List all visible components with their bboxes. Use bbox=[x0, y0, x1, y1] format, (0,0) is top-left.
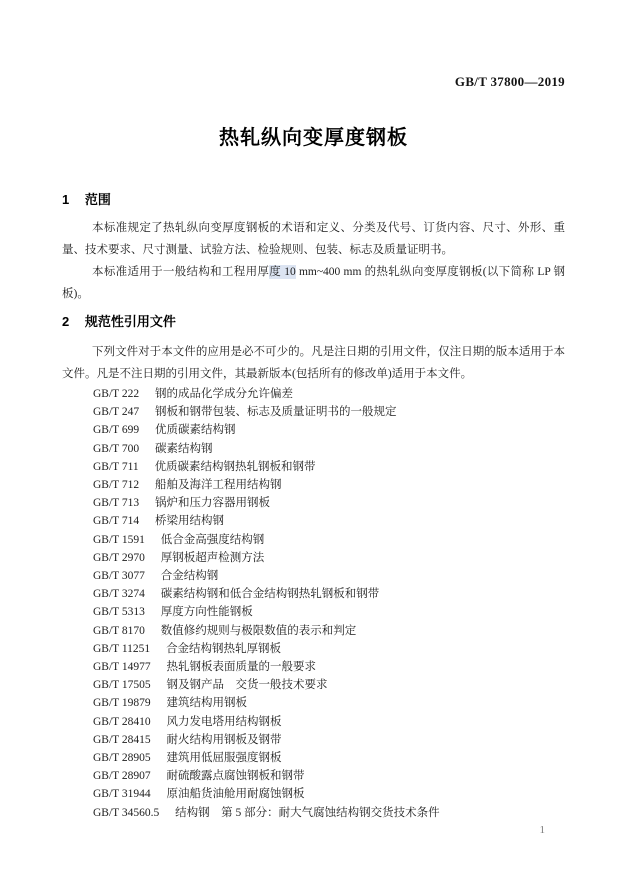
section-scope-heading bbox=[62, 193, 565, 207]
reference-list-item bbox=[93, 804, 565, 822]
reference-standard-code: GB/T 28907 bbox=[93, 770, 151, 783]
reference-list-item bbox=[93, 585, 565, 603]
reference-standard-title: 钢的成品化学成分允许偏差 bbox=[155, 388, 293, 400]
standard-code: GB/T 37800—2019 bbox=[454, 74, 565, 89]
reference-standard-code: GB/T 711 bbox=[93, 460, 139, 473]
reference-standard-title: 建筑用低屈服强度钢板 bbox=[166, 752, 282, 765]
references-intro-paragraph: 下列文件对于本文件的应用是必不可少的。凡是注日期的引用文件，仅注日期的版本适用于本文件。凡是不注日期的引用文件，其最新版本(包括所有的修改单)适用于本文件。 bbox=[62, 346, 565, 380]
reference-list-item bbox=[93, 531, 565, 549]
reference-standard-title: 优质碳素结构钢热轧钢板和钢带 bbox=[154, 460, 316, 473]
reference-standard-code: GB/T 11251 bbox=[93, 642, 151, 655]
reference-standard-code: GB/T 714 bbox=[93, 515, 140, 528]
reference-list-item bbox=[93, 731, 565, 749]
reference-list-item bbox=[93, 749, 565, 767]
reference-list-item bbox=[93, 713, 565, 731]
reference-standard-title: 数值修约规则与极限数值的表示和判定 bbox=[160, 624, 357, 637]
reference-standard-code: GB/T 19879 bbox=[93, 697, 151, 710]
text-highlight: 度 10 bbox=[269, 266, 296, 278]
reference-standard-code: GB/T 700 bbox=[93, 442, 140, 455]
reference-list-item bbox=[93, 385, 565, 403]
reference-standard-code: GB/T 5313 bbox=[93, 606, 145, 619]
reference-standard-title: 风力发电塔用结构钢板 bbox=[166, 715, 282, 728]
reference-list-item bbox=[93, 549, 565, 567]
reference-standard-title: 合金结构钢 bbox=[160, 570, 219, 583]
reference-standard-code: GB/T 222 bbox=[93, 388, 140, 400]
section-references-number: 2 bbox=[62, 314, 70, 329]
reference-list-item bbox=[93, 567, 565, 585]
scope-paragraph-2-after: mm~400 mm 的热轧纵向变厚度钢板(以下简称 LP 钢板)。 bbox=[62, 266, 566, 300]
section-scope-number: 1 bbox=[62, 192, 70, 207]
reference-standard-code: GB/T 8170 bbox=[93, 624, 145, 637]
reference-standard-code: GB/T 28415 bbox=[93, 733, 151, 746]
reference-standard-code: GB/T 3077 bbox=[93, 570, 145, 583]
document-title: 热轧纵向变厚度钢板 bbox=[219, 127, 408, 149]
reference-standard-title: 结构钢 第 5 部分：耐大气腐蚀结构钢交货技术条件 bbox=[175, 806, 440, 819]
reference-list-item bbox=[93, 440, 565, 458]
reference-standard-code: GB/T 14977 bbox=[93, 661, 151, 674]
reference-list-item bbox=[93, 785, 565, 803]
reference-list-item bbox=[93, 403, 565, 421]
reference-standard-code: GB/T 1591 bbox=[93, 533, 145, 546]
reference-standard-title: 合金结构钢热轧厚钢板 bbox=[166, 642, 282, 655]
scope-paragraph-2 bbox=[62, 261, 565, 305]
reference-list-item bbox=[93, 658, 565, 676]
reference-standard-code: GB/T 712 bbox=[93, 479, 140, 492]
page-footer bbox=[62, 824, 565, 837]
reference-list-item bbox=[93, 603, 565, 621]
reference-list-item bbox=[93, 476, 565, 494]
section-references-heading bbox=[62, 315, 565, 329]
reference-list-item bbox=[93, 767, 565, 785]
scope-paragraph-1: 本标准规定了热轧纵向变厚度钢板的术语和定义、分类及代号、订货内容、尺寸、外形、重量、技术要求、尺寸测量、试验方法、检验规则、包装、标志及质量证明书。 bbox=[62, 222, 565, 256]
reference-standard-code: GB/T 713 bbox=[93, 497, 140, 510]
reference-list-item bbox=[93, 622, 565, 640]
reference-list-item bbox=[93, 458, 565, 476]
reference-standard-title: 船舶及海洋工程用结构钢 bbox=[155, 479, 282, 492]
reference-list-item bbox=[93, 676, 565, 694]
reference-standard-title: 原油船货油舱用耐腐蚀钢板 bbox=[166, 788, 305, 801]
reference-standard-title: 锅炉和压力容器用钢板 bbox=[155, 497, 270, 510]
page-number: 1 bbox=[539, 823, 545, 836]
reference-standard-code: GB/T 2970 bbox=[93, 551, 145, 564]
reference-list-item bbox=[93, 421, 565, 439]
reference-standard-title: 热轧钢板表面质量的一般要求 bbox=[166, 661, 316, 674]
reference-standard-title: 桥梁用结构钢 bbox=[155, 515, 224, 528]
reference-standard-title: 钢板和钢带包装、标志及质量证明书的一般规定 bbox=[155, 406, 397, 419]
reference-standard-code: GB/T 3274 bbox=[93, 588, 145, 601]
scope-paragraph-2-before: 本标准适用于一般结构和工程用厚 bbox=[92, 266, 270, 278]
reference-standard-code: GB/T 34560.5 bbox=[93, 806, 160, 819]
reference-standard-title: 建筑结构用钢板 bbox=[166, 697, 247, 710]
reference-standard-title: 耐火结构用钢板及钢带 bbox=[166, 733, 282, 746]
section-references-title: 规范性引用文件 bbox=[84, 314, 176, 329]
reference-standard-title: 耐硫酸露点腐蚀钢板和钢带 bbox=[166, 770, 305, 783]
reference-list-item bbox=[93, 494, 565, 512]
reference-standard-title: 低合金高强度结构钢 bbox=[160, 533, 265, 546]
reference-standard-code: GB/T 31944 bbox=[93, 788, 151, 801]
reference-standard-title: 厚钢板超声检测方法 bbox=[160, 551, 265, 564]
reference-standard-title: 碳素结构钢和低合金结构钢热轧钢板和钢带 bbox=[160, 588, 380, 601]
reference-standard-code: GB/T 28410 bbox=[93, 715, 151, 728]
reference-standard-title: 碳素结构钢 bbox=[155, 442, 213, 455]
reference-standard-code: GB/T 699 bbox=[93, 424, 140, 437]
reference-list-item bbox=[93, 640, 565, 658]
reference-standard-title: 钢及钢产品 交货一般技术要求 bbox=[166, 679, 328, 692]
section-scope-title: 范围 bbox=[84, 192, 111, 207]
reference-list-item bbox=[93, 694, 565, 712]
reference-standard-code: GB/T 247 bbox=[93, 406, 140, 419]
reference-list-item bbox=[93, 512, 565, 530]
reference-standard-title: 优质碳素结构钢 bbox=[155, 424, 236, 437]
document-header bbox=[62, 75, 565, 89]
reference-standard-title: 厚度方向性能钢板 bbox=[160, 606, 253, 619]
reference-standard-code: GB/T 28905 bbox=[93, 752, 151, 765]
reference-list bbox=[62, 385, 565, 822]
reference-standard-code: GB/T 17505 bbox=[93, 679, 151, 692]
